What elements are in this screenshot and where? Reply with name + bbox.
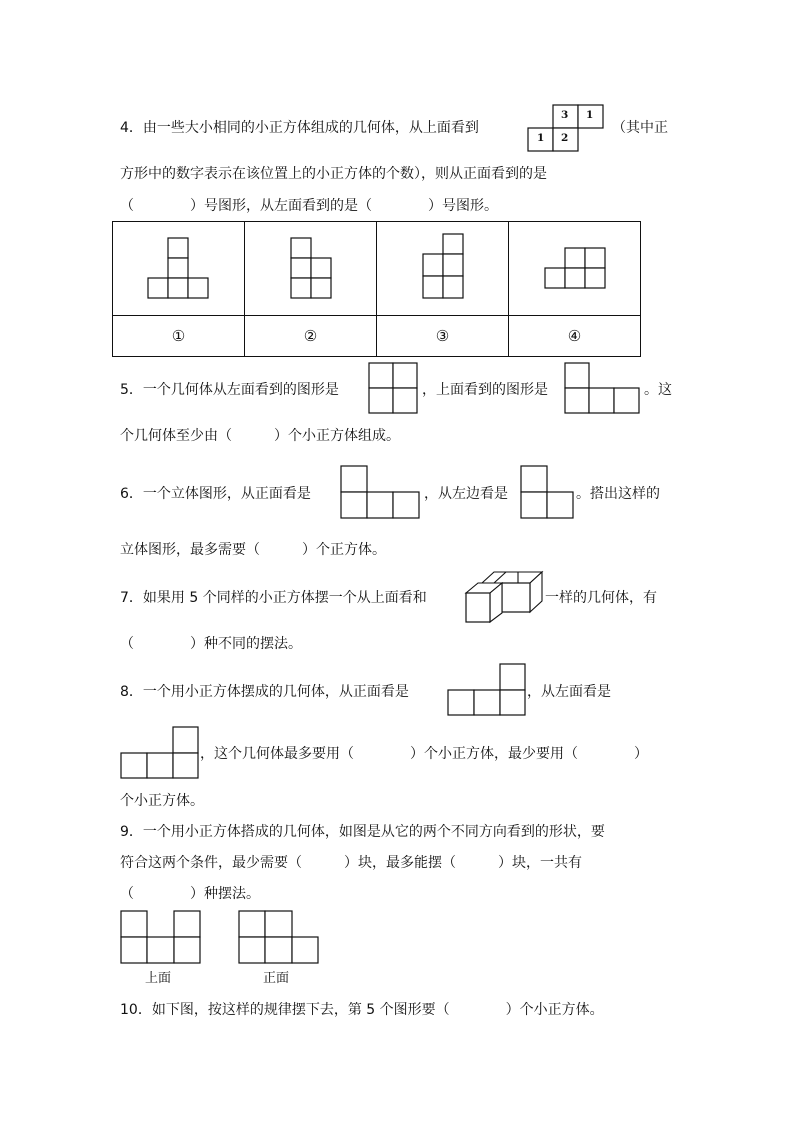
q4-line1: 4．由一些大小相同的小正方体组成的几何体，从上面看到 (120, 120, 479, 136)
q4-grid-number: 1 (537, 132, 545, 144)
q9-line3: （ ）种摆法。 (120, 886, 260, 902)
q6-left-view-figure (520, 465, 574, 519)
q5-left-view-figure (368, 362, 420, 414)
q6-line2: 立体图形，最多需要（ ）个正方体。 (120, 542, 386, 558)
q4-option-2-label: ② (245, 316, 377, 357)
q4-line3: （ ）号图形，从左面看到的是（ ）号图形。 (120, 198, 498, 214)
q9-top-view-figure (120, 910, 202, 964)
q4-line1-end: （其中正 (612, 120, 668, 136)
q4-top-view-grid (527, 104, 607, 152)
q8-left-view-figure (120, 726, 200, 780)
q6-line1c: 。搭出这样的 (576, 486, 660, 502)
q6-line1b: ，从左边看是 (424, 486, 508, 502)
q4-option-3-figure (377, 222, 509, 316)
q8-line1a: 8．一个用小正方体摆成的几何体，从正面看是 (120, 684, 409, 700)
q4-grid-number: 1 (586, 109, 594, 121)
q4-option-3-label: ③ (377, 316, 509, 357)
q4-options-table (112, 221, 641, 357)
q9-line2: 符合这两个条件，最少需要（ ）块，最多能摆（ ）块，一共有 (120, 855, 582, 871)
q5-line1a: 5．一个几何体从左面看到的图形是 (120, 382, 339, 398)
q4-option-1-figure (113, 222, 245, 316)
q4-option-4-figure (509, 222, 641, 316)
q8-front-view-figure (447, 663, 527, 717)
q4-line2: 方形中的数字表示在该位置上的小正方体的个数），则从正面看到的是 (120, 166, 547, 182)
q4-grid-number: 3 (561, 109, 569, 121)
q4-grid-number: 2 (561, 132, 569, 144)
q9-line1: 9．一个用小正方体搭成的几何体，如图是从它的两个不同方向看到的形状，要 (120, 824, 605, 840)
q10-line1: 10．如下图，按这样的规律摆下去，第 5 个图形要（ ）个小正方体。 (120, 1002, 604, 1018)
q4-option-4-label: ④ (509, 316, 641, 357)
q9-top-view-caption: 上面 (145, 971, 172, 986)
q9-front-view-caption: 正面 (263, 971, 290, 986)
q8-line3: 个小正方体。 (120, 793, 204, 809)
q7-line2: （ ）种不同的摆法。 (120, 636, 302, 652)
q8-line1b: ，从左面看是 (527, 684, 611, 700)
q5-line1b: ，上面看到的图形是 (422, 382, 548, 398)
q7-cube-drawing (462, 571, 546, 623)
q5-top-view-figure (564, 362, 642, 414)
q6-line1a: 6．一个立体图形，从正面看是 (120, 486, 311, 502)
q7-line1a: 7．如果用 5 个同样的小正方体摆一个从上面看和 (120, 590, 427, 606)
q5-line2: 个几何体至少由（ ）个小正方体组成。 (120, 428, 400, 444)
q4-option-1-label: ① (113, 316, 245, 357)
q5-line1c: 。这 (644, 382, 672, 398)
q8-line2: ，这个几何体最多要用（ ）个小正方体，最少要用（ ） (200, 746, 648, 762)
q9-front-view-figure (238, 910, 320, 964)
q6-front-view-figure (340, 465, 420, 519)
q4-option-2-figure (245, 222, 377, 316)
q7-line1b: 一样的几何体，有 (545, 590, 657, 606)
